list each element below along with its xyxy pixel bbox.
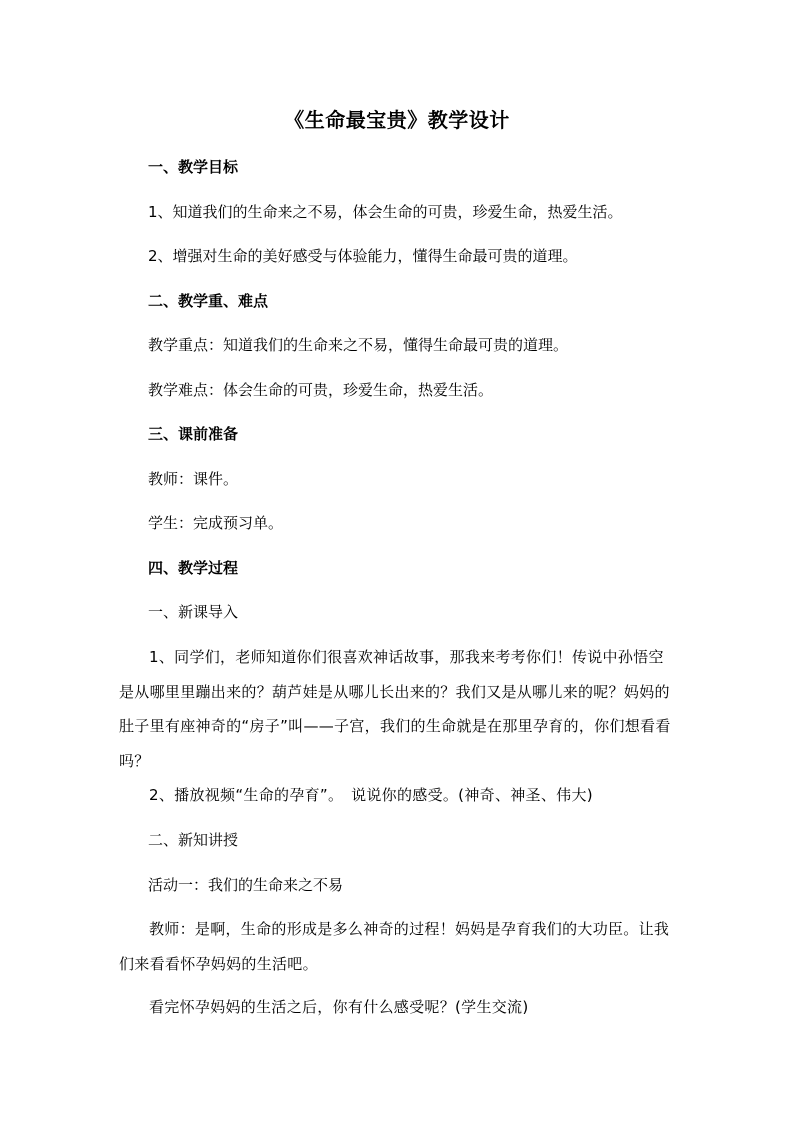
- section-heading-goals: 一、教学目标: [148, 158, 239, 176]
- key-point-text: 教学重点：知道我们的生命来之不易，懂得生命最可贵的道理。: [148, 336, 569, 354]
- intro-paragraph-2: 2、播放视频“生命的孕育”。 说说你的感受。(神奇、神圣、伟大): [149, 786, 593, 804]
- teacher-paragraph: 教师：是啊，生命的形成是多么神奇的过程！妈妈是孕育我们的大功臣。让我们来看看怀孕妈妈的生活吧。: [119, 920, 670, 973]
- activity-heading-1: 活动一：我们的生命来之不易: [148, 876, 344, 894]
- step-heading-intro: 一、新课导入: [148, 603, 239, 621]
- intro-paragraph-1: 1、同学们，老师知道你们很喜欢神话故事，那我来考考你们！传说中孙悟空是从哪里里蹦出来的？葫芦娃是从哪儿长出来的？我们又是从哪儿来的呢？妈妈的肚子里有座神奇的“房子”叫——子宫，我们的生命就是在那里孕育的，你们想看看吗？: [119, 648, 671, 770]
- prep-teacher-text: 教师：课件。: [148, 470, 239, 488]
- section-heading-preparation: 三、课前准备: [148, 425, 239, 443]
- section-heading-key-points: 二、教学重、难点: [148, 292, 269, 310]
- goal-item-2: 2、增强对生命的美好感受与体验能力，懂得生命最可贵的道理。: [148, 247, 578, 265]
- document-title: 《生命最宝贵》教学设计: [284, 108, 510, 132]
- prep-student-text: 学生：完成预习单。: [148, 514, 284, 532]
- step-heading-new-knowledge: 二、新知讲授: [148, 831, 239, 849]
- difficult-point-text: 教学难点：体会生命的可贵，珍爱生命，热爱生活。: [148, 381, 494, 399]
- reflection-paragraph: 看完怀孕妈妈的生活之后，你有什么感受呢？(学生交流): [149, 998, 529, 1016]
- section-heading-process: 四、教学过程: [148, 559, 239, 577]
- goal-item-1: 1、知道我们的生命来之不易，体会生命的可贵，珍爱生命，热爱生活。: [148, 203, 623, 221]
